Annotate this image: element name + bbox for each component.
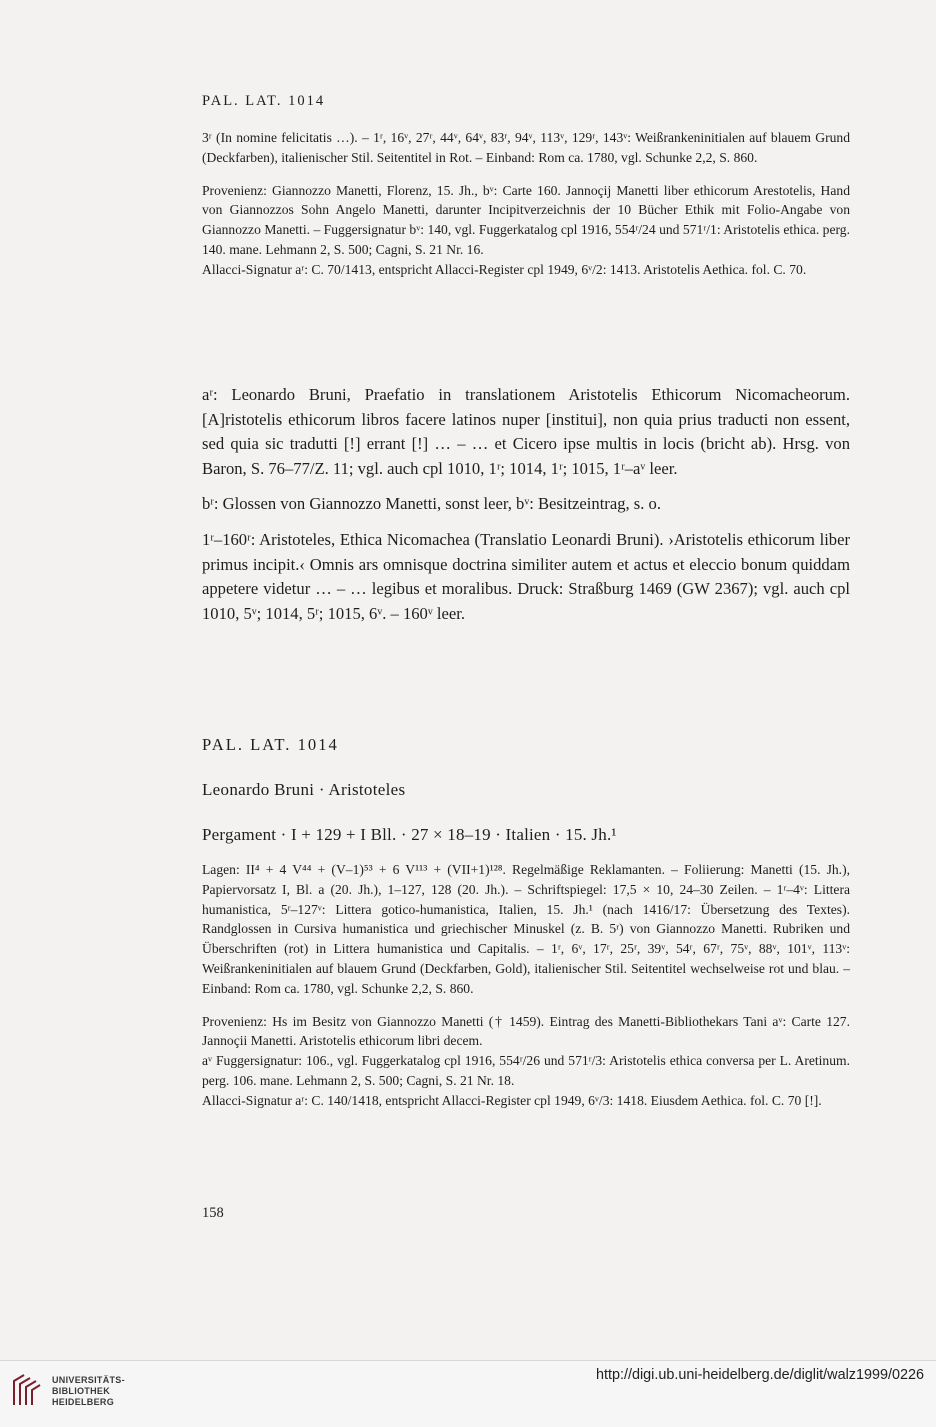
viewer-footer [0, 1360, 936, 1427]
library-name-line-2: BIBLIOTHEK [52, 1386, 110, 1396]
section-heading: PAL. LAT. 1014 [202, 735, 339, 754]
library-name-line-3: HEIDELBERG [52, 1397, 115, 1407]
provenance-paragraph: Provenienz: Giannozzo Manetti, Florenz, 15. Jh., bᵛ: Carte 160. Jannoçij Manetti liber ethicorum Arestotelis, Hand von Giannozzos Sohn Angelo Manetti, darunter Incipitverzeichnis der 10 Bücher Ethik mit Folio-Angabe von Giannozzo Manetti. – Fuggersignatur bᵛ: 140, vgl. Fuggerkatalog cpl 1916, 554ʳ/24 und 571ʳ/1: Aristotelis ethica. perg. 140. mane. Lehmann 2, S. 500; Cagni, S. 21 Nr. 16. [202, 182, 850, 257]
contents-item-ethica: 1ʳ–160ʳ: Aristoteles, Ethica Nicomachea (Translatio Leonardi Bruni). ›Aristotelis ethicorum liber primus incipit.‹ Omnis ars omnisque doctrina similiter autem et actus et eleccio bonum quiddam appetere videtur … – … legibus et moralibus. Druck: Straßburg 1469 (GW 2367); vgl. auch cpl 1010, 5ᵛ; 1014, 5ʳ; 1015, 6ᵛ. – 160ᵛ leer. [202, 529, 850, 623]
decoration-paragraph: 3ʳ (In nomine felicitatis …). – 1ʳ, 16ᵛ, 27ʳ, 44ᵛ, 64ᵛ, 83ʳ, 94ᵛ, 113ᵛ, 129ʳ, 143ᵛ: Weißrankeninitialen auf blauem Grund (Deckfarben), italienischer Stil. Seitentitel in Rot. – Einband: Rom ca. 1780, vgl. Schunke 2,2, S. 860. [202, 130, 850, 165]
permalink-url[interactable]: http://digi.ub.uni-heidelberg.de/diglit/walz1999/0226 [595, 1367, 924, 1383]
library-name-line-1: UNIVERSITÄTS- [52, 1375, 125, 1385]
top-description-block [202, 128, 850, 280]
contents-block [202, 383, 850, 626]
codex-fugger-signature: aᵛ Fuggersignatur: 106., vgl. Fuggerkatalog cpl 1916, 554ʳ/26 und 571ʳ/3: Aristotelis ethica conversa per L. Aretinum. perg. 106. mane. Lehmann 2, S. 500; Cagni, S. 21 Nr. 18. [202, 1053, 850, 1088]
library-logo-icon [10, 1371, 42, 1407]
codex-description: Lagen: II⁴ + 4 V⁴⁴ + (V–1)⁵³ + 6 V¹¹³ + (VII+1)¹²⁸. Regelmäßige Reklamanten. – Foliierung: Manetti (15. Jh.), Papiervorsatz I, Bl. a (20. Jh.), 1–127, 128 (20. Jh.). – Schriftspiegel: 17,5 × 10, 24–30 Zeilen. – 1ʳ–4ᵛ: Littera humanistica, 5ʳ–127ᵛ: Littera gotico-humanistica, Italien, 15. Jh.¹ (nach 1416/17: Übersetzung des Textes). Randglossen in Cursiva humanistica und griechischer Minuskel (z. B. 5ʳ) von Giannozzo Manetti. Rubriken und Überschriften (rot) in Littera humanistica und Capitalis. – 1ʳ, 6ᵛ, 17ʳ, 25ʳ, 39ᵛ, 54ʳ, 67ʳ, 75ᵛ, 88ᵛ, 101ᵛ, 113ᵛ: Weißrankeninitialen auf blauem Grund (Deckfarben, Gold), italienischer Stil. Seitentitel wechselweise rot und blau. – Einband: Rom ca. 1780, vgl. Schunke 2,2, S. 860. [202, 862, 850, 996]
codex-provenance: Provenienz: Hs im Besitz von Giannozzo Manetti († 1459). Eintrag des Manetti-Bibliothekars Tani aᵛ: Carte 127. Jannoçii Manetti. Aristotelis ethicorum libri decem. [202, 1013, 850, 1049]
contents-item-preface: aʳ: Leonardo Bruni, Praefatio in translationem Aristotelis Ethicorum Nicomacheorum. [A]ristotelis ethicorum libros facere latinos nuper [institui], non quia prius traducti non essent, sed quia sic tradutti [!] errant [!] … – … et Cicero ipse multis in locis (bricht ab). Hrsg. von Baron, S. 76–77/Z. 11; vgl. auch cpl 1010, 1ʳ; 1014, 1ʳ; 1015, 1ʳ–aᵛ leer. [202, 385, 850, 478]
codex-allacci-signature: Allacci-Signatur aʳ: C. 140/1418, entspricht Allacci-Register cpl 1949, 6ᵛ/3: 1418. Eiusdem Aethica. fol. C. 70 [!]. [202, 1092, 822, 1108]
contents-item-glosses: bʳ: Glossen von Giannozzo Manetti, sonst leer, bᵛ: Besitzeintrag, s. o. [202, 494, 661, 514]
page-number: 158 [202, 1205, 224, 1221]
library-name [52, 1375, 125, 1408]
section-title: Leonardo Bruni · Aristoteles [202, 780, 406, 799]
running-head: PAL. LAT. 1014 [202, 93, 326, 109]
allacci-paragraph: Allacci-Signatur aʳ: C. 70/1413, entspricht Allacci-Register cpl 1949, 6ᵛ/2: 1413. Aristotelis Aethica. fol. C. 70. [202, 261, 807, 277]
codex-description-block [202, 860, 850, 1111]
codex-summary-line: Pergament · I + 129 + I Bll. · 27 × 18–19 · Italien · 15. Jh.¹ [202, 825, 617, 844]
